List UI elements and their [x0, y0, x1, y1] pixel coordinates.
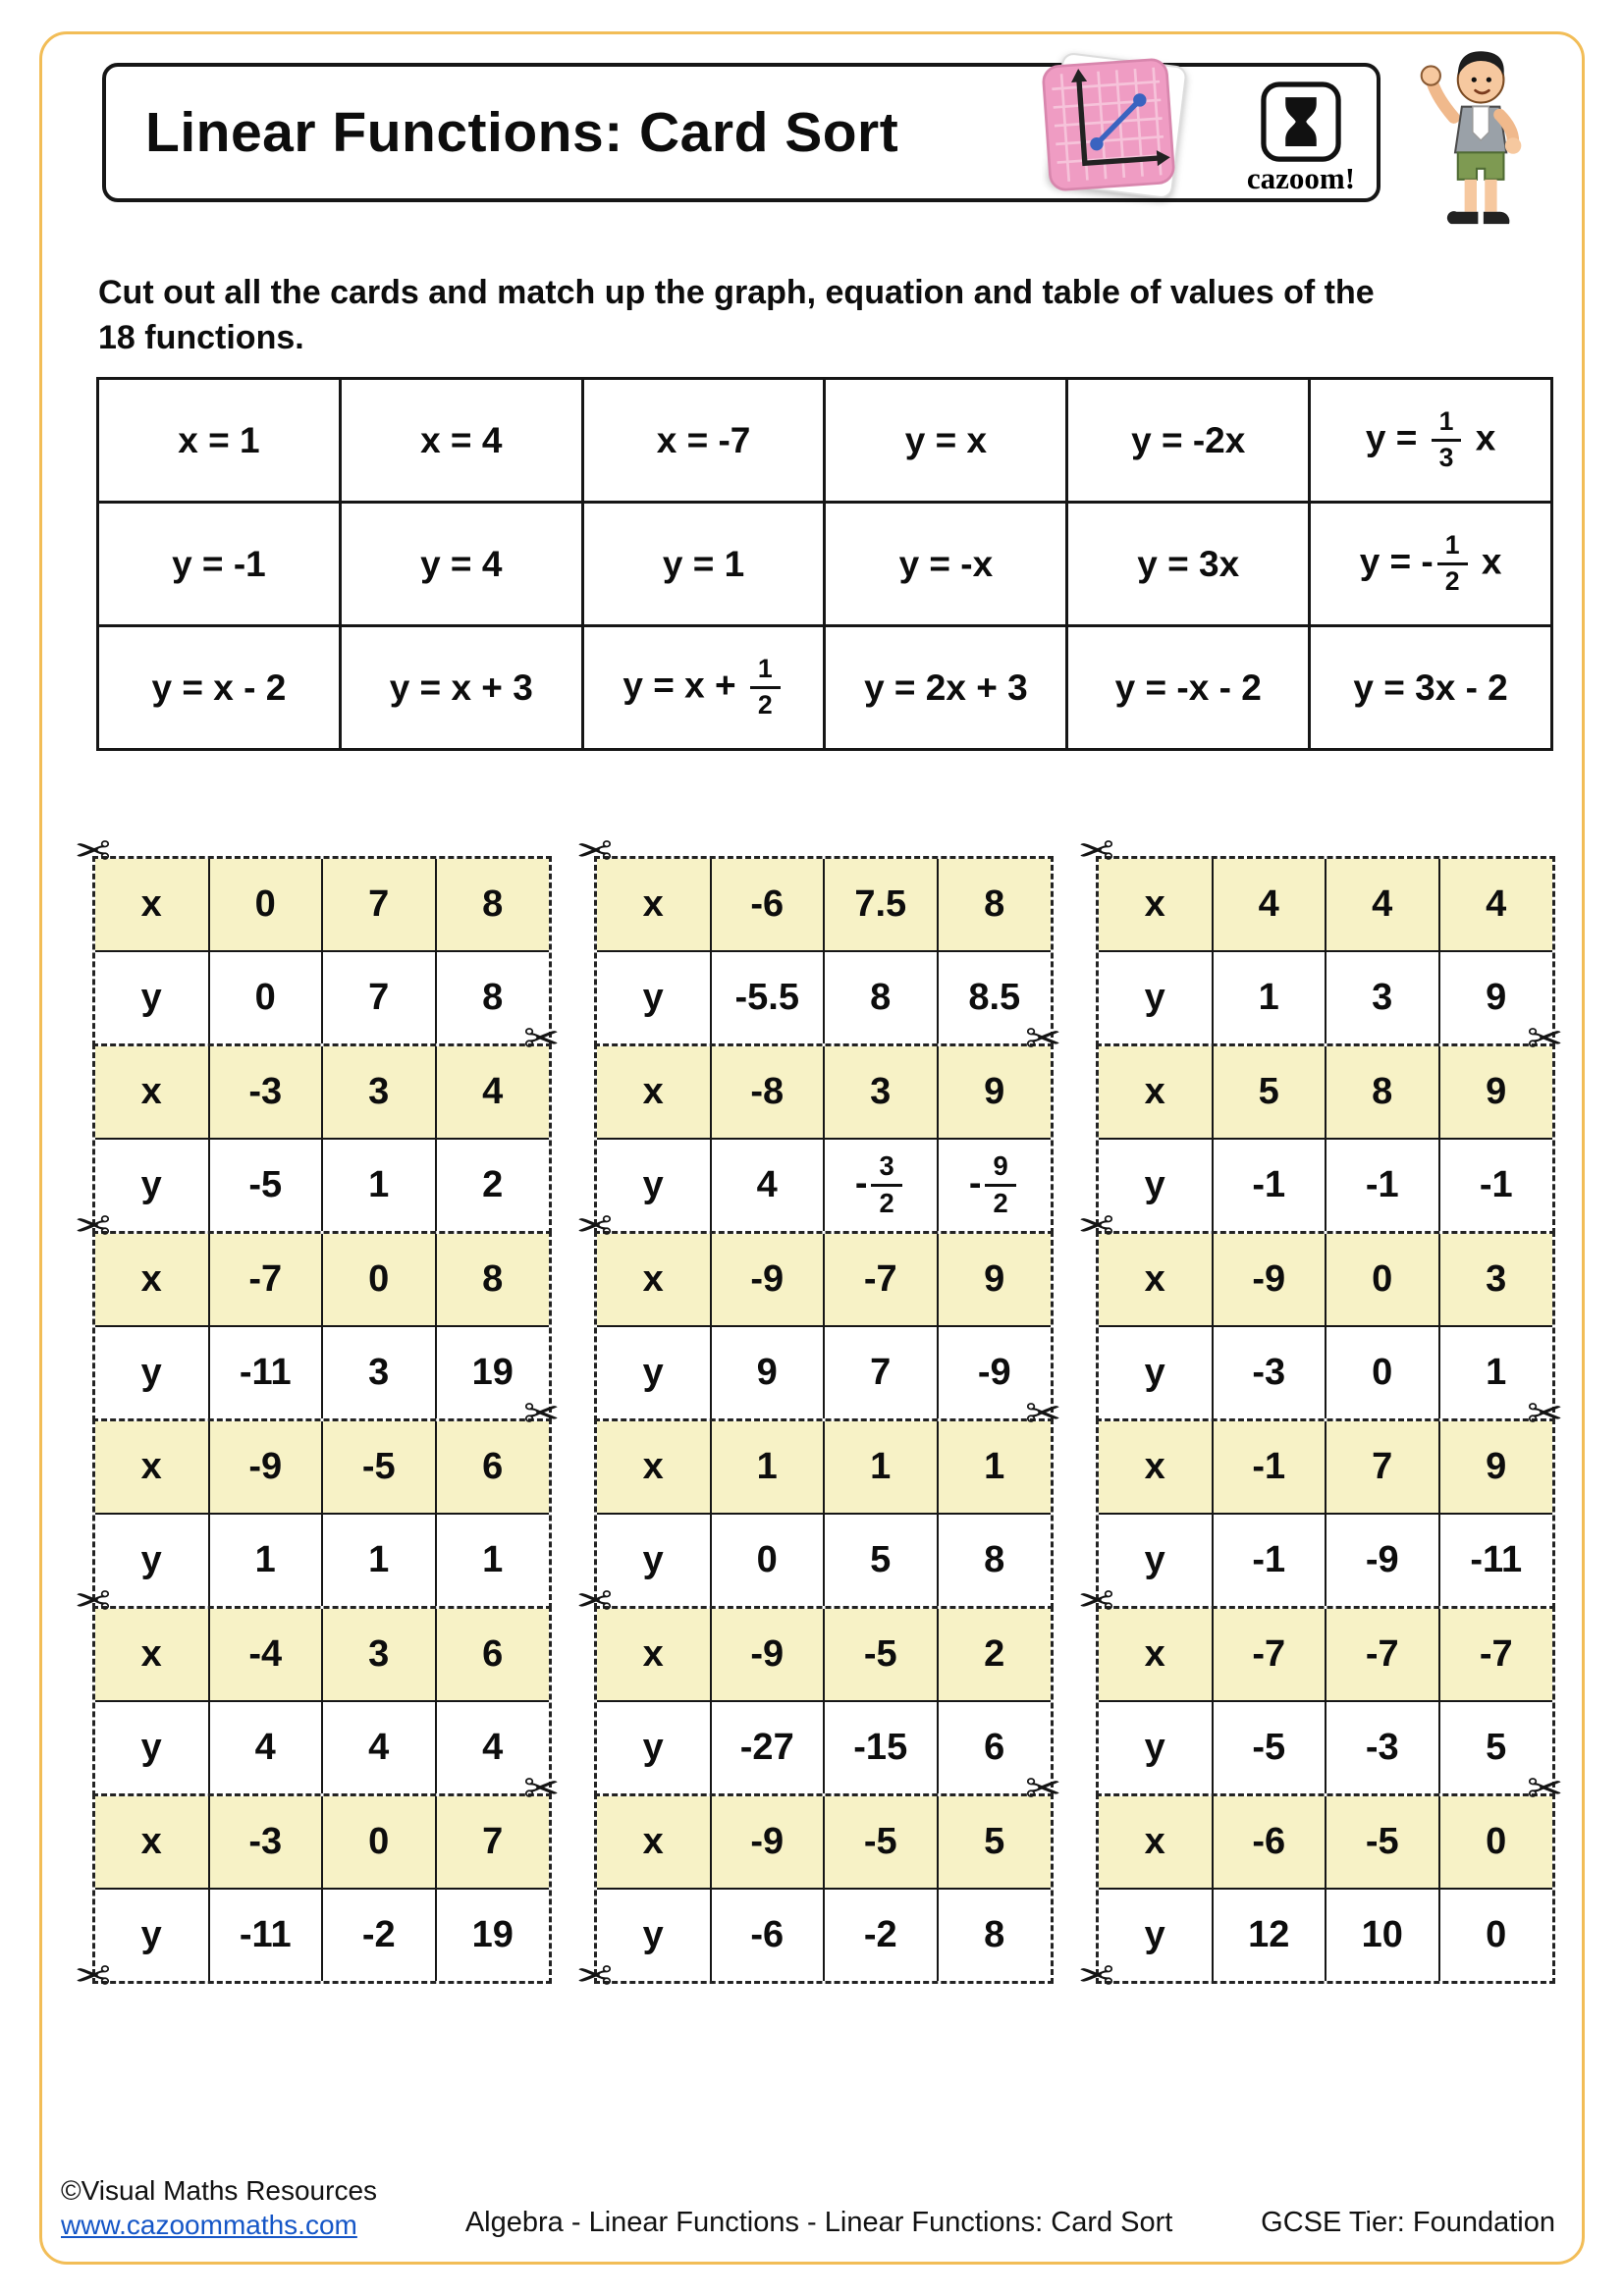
value-cell: 1 [938, 1421, 1052, 1514]
variable-label: y [95, 1326, 209, 1418]
value-cell: 3 [322, 1046, 436, 1139]
value-cell: 1 [1213, 951, 1326, 1043]
value-table-card [92, 1043, 552, 1234]
value-cell: 4 [1326, 859, 1439, 951]
scissors-icon: ✂ [75, 828, 111, 876]
value-cell: 9 [1439, 1421, 1553, 1514]
scissors-icon: ✂ [576, 1202, 613, 1251]
equation-card: y = $\frac{1}{3}$ x [1310, 379, 1552, 503]
value-cell: 10 [1326, 1889, 1439, 1981]
value-cell: 5 [1213, 1046, 1326, 1139]
scissors-icon: ✂ [75, 1202, 111, 1251]
variable-label: y [597, 1514, 711, 1606]
value-cell: 5 [1439, 1701, 1553, 1793]
variable-label: y [95, 1889, 209, 1981]
variable-label: y [1099, 1701, 1213, 1793]
value-cell: -1 [1213, 1421, 1326, 1514]
variable-label: x [95, 859, 209, 951]
equation-card: y = -1 [98, 503, 341, 626]
variable-label: y [597, 1326, 711, 1418]
variable-label: y [95, 1701, 209, 1793]
variable-label: y [597, 951, 711, 1043]
value-cell: 1 [209, 1514, 323, 1606]
value-cell: -2 [322, 1889, 436, 1981]
fraction: $\frac{1}{3}$ [1432, 408, 1462, 472]
value-cell: -9 [209, 1421, 323, 1514]
value-tables-grid [75, 828, 1563, 2001]
value-cell: 0 [711, 1514, 825, 1606]
scissors-icon: ✂ [523, 1015, 560, 1063]
value-cell: 6 [436, 1421, 550, 1514]
equation-card: x = 1 [98, 379, 341, 503]
value-cell: -3 [1326, 1701, 1439, 1793]
cazoom-logo [1237, 80, 1365, 196]
variable-label: x [95, 1421, 209, 1514]
scissors-icon: ✂ [1078, 828, 1114, 876]
value-cell: -11 [1439, 1514, 1553, 1606]
value-cell: 9 [1439, 1046, 1553, 1139]
value-cell: 8 [1326, 1046, 1439, 1139]
variable-label: y [1099, 1139, 1213, 1231]
value-cell: -5 [209, 1139, 323, 1231]
value-cell: 7.5 [824, 859, 938, 951]
value-cell: 0 [1439, 1796, 1553, 1889]
equation-card: y = 2x + 3 [825, 626, 1067, 750]
value-table-card [1096, 856, 1555, 1046]
scissors-icon: ✂ [523, 1390, 560, 1438]
variable-label: x [1099, 1796, 1213, 1889]
value-cell: 8 [824, 951, 938, 1043]
value-cell: 8 [938, 1889, 1052, 1981]
value-cell: 3 [824, 1046, 938, 1139]
value-cell: -7 [1213, 1609, 1326, 1701]
value-cell: 4 [436, 1701, 550, 1793]
value-cell: 4 [322, 1701, 436, 1793]
value-table-card [594, 856, 1054, 1046]
value-table-card [594, 1043, 1054, 1234]
equation-card: y = 3x [1067, 503, 1310, 626]
value-cell: 8 [436, 859, 550, 951]
variable-label: y [597, 1889, 711, 1981]
footer-breadcrumb: Algebra - Linear Functions - Linear Functions: Card Sort [464, 2207, 1173, 2239]
value-cell: 0 [209, 951, 323, 1043]
equation-card: x = -7 [582, 379, 825, 503]
equation-card: y = -x [825, 503, 1067, 626]
value-cell: 1 [824, 1421, 938, 1514]
fraction: $\frac{1}{2}$ [1437, 532, 1468, 596]
variable-label: x [1099, 1421, 1213, 1514]
value-cell: 4 [1213, 859, 1326, 951]
value-table-card [1096, 1231, 1555, 1421]
value-cell: 9 [711, 1326, 825, 1418]
variable-label: x [597, 1796, 711, 1889]
scissors-icon: ✂ [576, 1577, 613, 1626]
fraction: $\frac{3}{2}$ [871, 1152, 901, 1217]
value-cell: - $\frac{9}{2}$ [938, 1139, 1052, 1231]
variable-label: x [597, 1046, 711, 1139]
equation-card: y = x [825, 379, 1067, 503]
value-cell: 7 [436, 1796, 550, 1889]
equation-card: y = 1 [582, 503, 825, 626]
instructions [98, 271, 1512, 360]
value-cell: -7 [1326, 1609, 1439, 1701]
value-cell: -3 [1213, 1326, 1326, 1418]
card-column [1078, 828, 1563, 2001]
variable-label: x [597, 1234, 711, 1326]
value-cell: -5 [322, 1421, 436, 1514]
equation-card: y = 3x - 2 [1310, 626, 1552, 750]
value-cell: -11 [209, 1889, 323, 1981]
variable-label: y [95, 1139, 209, 1231]
page-title: Linear Functions: Card Sort [145, 101, 899, 164]
value-cell: -7 [209, 1234, 323, 1326]
scissors-icon: ✂ [1527, 1015, 1563, 1063]
value-cell: 19 [436, 1326, 550, 1418]
instructions-line-2: 18 functions. [98, 318, 304, 356]
scissors-icon: ✂ [1025, 1390, 1061, 1438]
cazoom-logo-text: cazoom! [1246, 161, 1356, 195]
value-cell: -6 [711, 1889, 825, 1981]
value-table-card [1096, 1418, 1555, 1609]
variable-label: y [95, 1514, 209, 1606]
value-table-card [1096, 1793, 1555, 1984]
value-table-card [1096, 1606, 1555, 1796]
value-cell: -5.5 [711, 951, 825, 1043]
value-cell: 3 [1326, 951, 1439, 1043]
variable-label: x [1099, 859, 1213, 951]
scissors-icon: ✂ [576, 828, 613, 876]
value-cell: -9 [711, 1796, 825, 1889]
variable-label: x [1099, 1234, 1213, 1326]
value-cell: -1 [1439, 1139, 1553, 1231]
scissors-icon: ✂ [75, 1952, 111, 2001]
value-table-card [92, 1231, 552, 1421]
value-cell: 8 [436, 951, 550, 1043]
value-cell: 6 [938, 1701, 1052, 1793]
scissors-icon: ✂ [75, 1577, 111, 1626]
variable-label: y [1099, 1326, 1213, 1418]
value-cell: -3 [209, 1046, 323, 1139]
variable-label: y [1099, 1889, 1213, 1981]
value-cell: -5 [824, 1609, 938, 1701]
variable-label: x [95, 1609, 209, 1701]
value-cell: 9 [938, 1046, 1052, 1139]
variable-label: x [95, 1796, 209, 1889]
value-cell: 4 [436, 1046, 550, 1139]
footer-left [61, 2171, 377, 2241]
equation-cards-table [96, 377, 1553, 751]
equation-card: y = -x - 2 [1067, 626, 1310, 750]
value-cell: -7 [824, 1234, 938, 1326]
equation-card: x = 4 [340, 379, 582, 503]
mascot-boy [1402, 39, 1551, 241]
value-cell: -27 [711, 1701, 825, 1793]
variable-label: x [95, 1234, 209, 1326]
value-cell: 0 [322, 1234, 436, 1326]
scissors-icon: ✂ [1078, 1577, 1114, 1626]
fraction: $\frac{9}{2}$ [985, 1152, 1015, 1217]
variable-label: y [1099, 951, 1213, 1043]
value-cell: -2 [824, 1889, 938, 1981]
scissors-icon: ✂ [576, 1952, 613, 2001]
variable-label: x [597, 1609, 711, 1701]
value-cell: 8 [938, 859, 1052, 951]
value-cell: 1 [711, 1421, 825, 1514]
value-cell: -9 [1213, 1234, 1326, 1326]
value-cell: -4 [209, 1609, 323, 1701]
value-cell: -11 [209, 1326, 323, 1418]
value-table-card [92, 856, 552, 1046]
value-cell: 0 [1326, 1234, 1439, 1326]
value-cell: 7 [1326, 1421, 1439, 1514]
equation-card: y = x + $\frac{1}{2}$ [582, 626, 825, 750]
footer-tier: GCSE Tier: Foundation [1261, 2207, 1555, 2239]
value-table-card [1096, 1043, 1555, 1234]
value-cell: 8 [938, 1514, 1052, 1606]
value-cell: -9 [938, 1326, 1052, 1418]
value-cell: 1 [436, 1514, 550, 1606]
graph-card-icon [1037, 49, 1192, 214]
value-cell: -5 [1213, 1701, 1326, 1793]
value-table-card [594, 1231, 1054, 1421]
value-cell: 1 [1439, 1326, 1553, 1418]
equation-card: y = - $\frac{1}{2}$ x [1310, 503, 1552, 626]
variable-label: y [95, 951, 209, 1043]
value-cell: -9 [1326, 1514, 1439, 1606]
value-cell: 2 [938, 1609, 1052, 1701]
value-cell: -15 [824, 1701, 938, 1793]
value-cell: 1 [322, 1139, 436, 1231]
variable-label: x [597, 1421, 711, 1514]
value-cell: 7 [322, 859, 436, 951]
equation-card: y = x + 3 [340, 626, 582, 750]
scissors-icon: ✂ [1025, 1015, 1061, 1063]
value-cell: 4 [711, 1139, 825, 1231]
scissors-icon: ✂ [523, 1765, 560, 1813]
value-table-card [92, 1793, 552, 1984]
variable-label: x [1099, 1609, 1213, 1701]
graph-icon [1038, 54, 1178, 194]
value-cell: 0 [322, 1796, 436, 1889]
value-cell: 9 [938, 1234, 1052, 1326]
website-link[interactable]: www.cazoommaths.com [61, 2210, 357, 2241]
value-table-card [594, 1793, 1054, 1984]
value-cell: -7 [1439, 1609, 1553, 1701]
value-table-card [92, 1606, 552, 1796]
value-cell: - $\frac{3}{2}$ [824, 1139, 938, 1231]
value-table-card [594, 1606, 1054, 1796]
value-cell: -1 [1213, 1139, 1326, 1231]
value-cell: -9 [711, 1234, 825, 1326]
scissors-icon: ✂ [1078, 1202, 1114, 1251]
value-cell: 7 [322, 951, 436, 1043]
value-cell: 3 [322, 1609, 436, 1701]
value-cell: 3 [1439, 1234, 1553, 1326]
value-cell: 4 [1439, 859, 1553, 951]
value-cell: -6 [711, 859, 825, 951]
cazoom-hourglass-icon [1260, 80, 1342, 163]
variable-label: y [597, 1139, 711, 1231]
value-table-card [92, 1418, 552, 1609]
value-cell: -5 [824, 1796, 938, 1889]
value-cell: 5 [938, 1796, 1052, 1889]
copyright-text: ©Visual Maths Resources [61, 2175, 378, 2206]
equation-card: y = -2x [1067, 379, 1310, 503]
value-cell: -5 [1326, 1796, 1439, 1889]
variable-label: y [1099, 1514, 1213, 1606]
value-cell: 12 [1213, 1889, 1326, 1981]
value-cell: 6 [436, 1609, 550, 1701]
value-cell: 0 [209, 859, 323, 951]
value-cell: 1 [322, 1514, 436, 1606]
card-column [576, 828, 1061, 2001]
card-column [75, 828, 560, 2001]
value-cell: 9 [1439, 951, 1553, 1043]
instructions-line-1: Cut out all the cards and match up the graph, equation and table of values of the [98, 274, 1375, 311]
scissors-icon: ✂ [1527, 1765, 1563, 1813]
fraction: $\frac{1}{2}$ [750, 656, 781, 720]
variable-label: x [95, 1046, 209, 1139]
value-cell: -6 [1213, 1796, 1326, 1889]
value-cell: -9 [711, 1609, 825, 1701]
scissors-icon: ✂ [1527, 1390, 1563, 1438]
value-cell: 3 [322, 1326, 436, 1418]
value-cell: 8.5 [938, 951, 1052, 1043]
footer [61, 2171, 1555, 2241]
equation-card: y = x - 2 [98, 626, 341, 750]
equation-card: y = 4 [340, 503, 582, 626]
value-cell: 0 [1439, 1889, 1553, 1981]
variable-label: x [1099, 1046, 1213, 1139]
value-cell: 2 [436, 1139, 550, 1231]
value-cell: 4 [209, 1701, 323, 1793]
value-cell: -8 [711, 1046, 825, 1139]
variable-label: x [597, 859, 711, 951]
value-cell: 19 [436, 1889, 550, 1981]
scissors-icon: ✂ [1078, 1952, 1114, 2001]
value-cell: -1 [1213, 1514, 1326, 1606]
value-cell: 5 [824, 1514, 938, 1606]
value-table-card [594, 1418, 1054, 1609]
value-cell: -3 [209, 1796, 323, 1889]
value-cell: 7 [824, 1326, 938, 1418]
value-cell: 8 [436, 1234, 550, 1326]
value-cell: -1 [1326, 1139, 1439, 1231]
variable-label: y [597, 1701, 711, 1793]
title-box [102, 63, 1380, 202]
value-cell: 0 [1326, 1326, 1439, 1418]
scissors-icon: ✂ [1025, 1765, 1061, 1813]
